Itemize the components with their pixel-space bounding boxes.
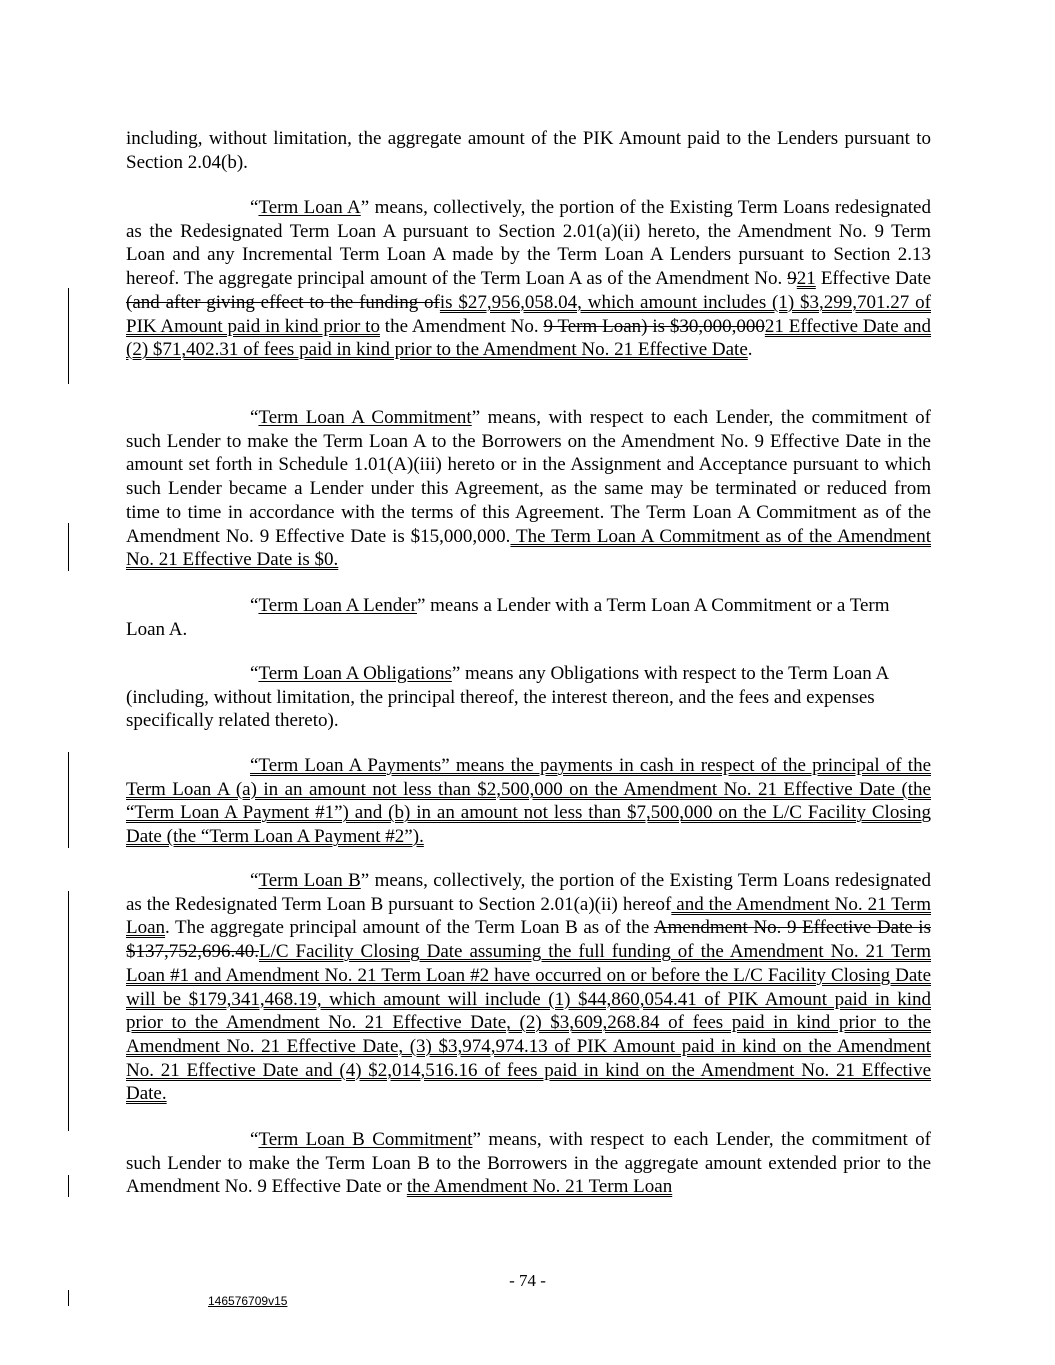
definition-term-loan-a [126, 196, 931, 362]
paragraph-continuation [126, 127, 931, 174]
change-bar [68, 1175, 69, 1197]
inserted-text: 21 [796, 268, 816, 290]
inserted-text: and the Amendment No. 21 Term Loan [126, 893, 931, 939]
defined-term: Term Loan A Obligations [258, 663, 452, 684]
inserted-text: The Term Loan A Commitment as of the Amendment No. 21 Effective Date is $0. [126, 525, 931, 571]
change-bar [68, 288, 69, 384]
body-text: Effective Date [815, 268, 931, 290]
body-text: ” means a Lender with a Term Loan A Commitment or a Term Loan A. [126, 595, 890, 640]
inserted-text: the Amendment No. 21 Term Loan [406, 1176, 673, 1198]
defined-term: Term Loan A Lender [258, 595, 417, 616]
body-text: including, without limitation, the aggregate amount of the PIK Amount paid to the Lenders pursuant to Section 2.04(b). [126, 128, 931, 173]
definition-term-loan-a-commitment [126, 406, 931, 572]
body-text: ” means, collectively, the portion of the Existing Term Loans redesignated as the Redesignated Term Loan B pursuant to Section 2.01(a)(ii) hereof [126, 870, 931, 915]
deleted-text: (and after giving effect to the funding of [126, 291, 440, 313]
inserted-text: “Term Loan A Payments” means the payments in cash in respect of the principal of the Term Loan A (a) in an amount not less than $2,500,000 on the Amendment No. 21 Effective Date (the “Term Loan A Payment #1”) and (b) in an amount not less than $7,500,000 on the L/C Facility Closing Date (the “Term Loan A Payment #2”). [126, 755, 931, 848]
body-text: ” means, with respect to each Lender, the commitment of such Lender to make the Term Loan A to the Borrowers on the Amendment No. 9 Effective Date in the amount set forth in Schedule 1.01(A)(iii) hereto or in the Assignment and Acceptance pursuant to which such Lender became a Lender under this Agreement, as the same may be terminated or reduced from time to time in accordance with the terms of this Agreement. The Term Loan A Commitment as of the Amendment No. 9 Effective Date is $15,000,000. [126, 407, 931, 547]
body-text: . The aggregate principal amount of the Term Loan B as of the [165, 917, 654, 939]
inserted-text: is $27,956,058.04, which amount includes (1) $3,299,701.27 of PIK Amount paid in kind prior to [126, 291, 931, 337]
definition-term-loan-a-obligations [126, 662, 931, 733]
quote-mark: “ [250, 1129, 259, 1150]
body-text: ” means, collectively, the portion of the Existing Term Loans redesignated as the Redesignated Term Loan A pursuant to Section 2.01(a)(ii) hereto, the Amendment No. 9 Term Loan and any Incremental Term Loan A made by the Term Loan A Lenders pursuant to Section 2.13 hereof. The aggregate principal amount of the Term Loan A as of the Amendment No. [126, 197, 931, 290]
definition-term-loan-a-payments [126, 754, 931, 849]
body-text: . [747, 339, 753, 361]
definition-term-loan-b [126, 869, 931, 1106]
inserted-text: L/C Facility Closing Date assuming the full funding of the Amendment No. 21 Term Loan #1 and Amendment No. 21 Term Loan #2 have occurred on or before the L/C Facility Closing Date will be $179,341,468.19, which amount will include (1) $44,860,054.41 of PIK Amount paid in kind prior to the Amendment No. 21 Effective Date, (2) $3,609,268.84 of fees paid in kind prior to the Amendment No. 21 Effective Date, (3) $3,974,974.13 of PIK Amount paid in kind on the Amendment No. 21 Effective Date and (4) $2,014,516.16 of fees paid in kind on the Amendment No. 21 Effective Date. [126, 941, 931, 1105]
quote-mark: “ [250, 595, 259, 616]
document-id: 146576709v15 [208, 1294, 288, 1308]
deleted-text: Amendment No. 9 Effective Date is $137,752,696.40. [126, 917, 931, 963]
defined-term: Term Loan B [258, 870, 361, 891]
body-text: ” means any Obligations with respect to the Term Loan A (including, without limitation, the principal thereof, the interest thereon, and the fees and expenses specifically related thereto). [126, 663, 889, 732]
quote-mark: “ [250, 663, 259, 684]
defined-term: Term Loan B Commitment [258, 1129, 473, 1150]
defined-term: Term Loan A Commitment [258, 407, 472, 428]
definition-term-loan-a-lender [126, 594, 931, 641]
change-bar [68, 752, 69, 848]
page-number: - 74 - [509, 1271, 546, 1290]
deleted-text: 9 Term Loan) is $30,000,000 [543, 315, 765, 337]
deleted-text: 9 [787, 268, 797, 290]
definition-term-loan-b-commitment [126, 1128, 931, 1199]
body-text: ” means, with respect to each Lender, the commitment of such Lender to make the Term Loan B to the Borrowers in the aggregate amount extended prior to the Amendment No. 9 Effective Date or [126, 1129, 931, 1198]
quote-mark: “ [250, 197, 259, 218]
quote-mark: “ [250, 870, 259, 891]
body-text: the Amendment No. [379, 315, 544, 337]
change-bar [68, 523, 69, 571]
change-bar [68, 891, 69, 1131]
defined-term: Term Loan A [258, 197, 361, 218]
inserted-text: 21 Effective Date and (2) $71,402.31 of fees paid in kind prior to the Amendment No. 21 Effective Date [126, 315, 932, 361]
quote-mark: “ [250, 407, 259, 428]
